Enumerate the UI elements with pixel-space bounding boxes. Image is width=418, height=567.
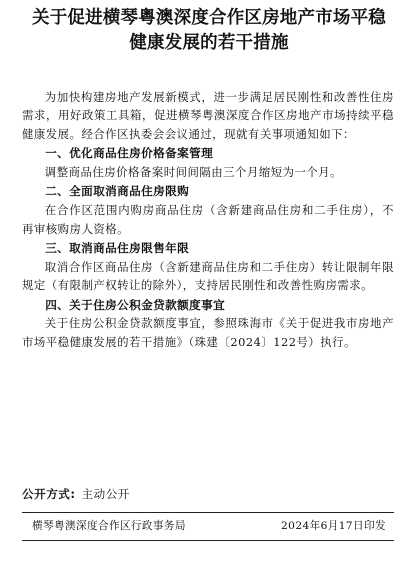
- section-4: [22, 296, 394, 352]
- section-1-text: 调整商品住房价格备案时间间隔由三个月缩短为一个月。: [44, 165, 343, 180]
- section-4-text: 关于住房公积金贷款额度事宜，参照珠海市《关于促进我市房地产市场平稳健康发展的若干措施》（珠建〔2024〕122号）执行。: [22, 316, 394, 349]
- publicity-value: 主动公开: [81, 487, 130, 501]
- publicity-label: 公开方式:: [22, 487, 76, 501]
- footer-bottom-rule: [22, 540, 394, 541]
- section-3: [22, 239, 394, 295]
- document-title-line-1: 关于促进横琴粤澳深度合作区房地产市场平稳: [32, 8, 386, 28]
- section-3-heading: 三、取消商品住房限售年限: [45, 241, 190, 256]
- section-2: [22, 182, 394, 238]
- section-3-text: 取消合作区商品住房（含新建商品住房和二手住房）转让限制年限规定（有限制产权转让的除外），支持居民刚性和改善性购房需求。: [22, 259, 394, 293]
- intro-paragraph: 为加快构建房地产发展新模式，进一步满足居民刚性和改善性住房需求，用好政策工具箱，促进横琴粤澳深度合作区房地产市场持续平稳健康发展。经合作区执委会会议通过，现就有关事项通知如下：: [22, 90, 394, 141]
- document-body: [22, 88, 394, 351]
- section-1-heading: 一、优化商品住房价格备案管理: [45, 146, 214, 161]
- publicity-line: [22, 486, 130, 502]
- footer-issuing-organization: 横琴粤澳深度合作区行政事务局: [32, 520, 186, 532]
- section-2-text: 在合作区范围内购房商品住房（含新建商品住房和二手住房），不再审核购房人资格。: [22, 203, 394, 236]
- section-4-heading: 四、关于住房公积金贷款额度事宜: [45, 297, 226, 312]
- document-title: [0, 6, 418, 56]
- section-2-heading: 二、全面取消商品住房限购: [45, 184, 190, 199]
- footer-top-rule: [22, 512, 394, 513]
- document-title-line-2: 健康发展的若干措施: [129, 33, 289, 53]
- section-1: [22, 144, 394, 181]
- footer-issue-date: 2024年6月17日印发: [281, 520, 386, 532]
